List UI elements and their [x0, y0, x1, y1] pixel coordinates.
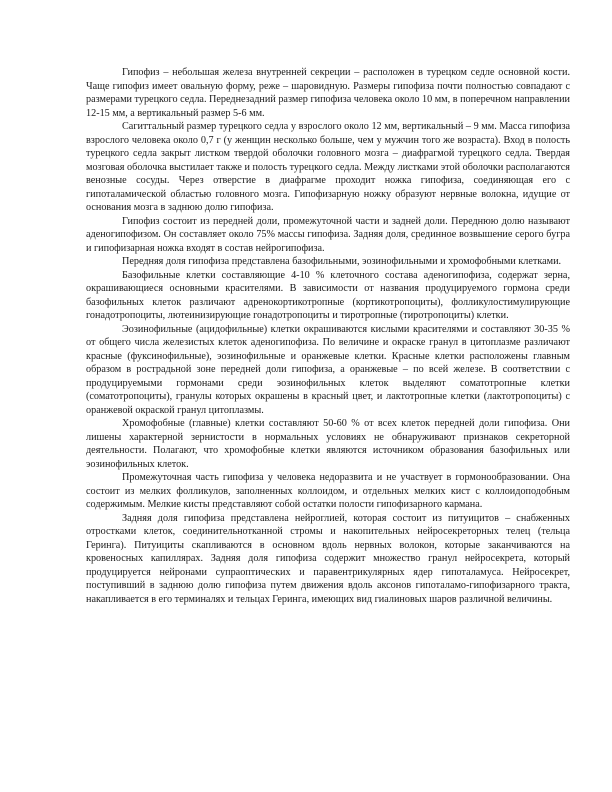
paragraph: Гипофиз состоит из передней доли, промежуточной части и задней доли. Переднюю долю называют аденогипофизом. Он составляет около 75% массы гипофиза. Задняя доля, срединное возвышение серого бугра и гипофизарная ножка входят в состав нейрогипофиза. — [86, 215, 570, 254]
document-page — [86, 66, 570, 606]
paragraph: Базофильные клетки составляющие 4-10 % клеточного состава аденогипофиза, содержат зерна, окрашивающиеся основными красителями. В зависимости от названия продуцируемого гормона среди базофильных клеток различают адренокортикотропные (кортикотропоциты), фолликулостимулирующие гонадотропоциты, лютеинизирующие гонадотропоциты и тиротропные (тиротропоциты) клетки. — [86, 269, 570, 321]
paragraph: Передняя доля гипофиза представлена базофильными, эозинофильными и хромофобными клетками. — [122, 256, 562, 267]
paragraph: Промежуточная часть гипофиза у человека недоразвита и не участвует в гормонообразовании. Она состоит из мелких фолликулов, заполненных коллоидом, и отдельных мелких кист с коллоидоподобным содержимым. Мелкие кисты представляют собой остатки полости гипофизарного кармана. — [86, 472, 570, 510]
paragraph: Сагиттальный размер турецкого седла у взрослого около 12 мм, вертикальный – 9 мм. Масса гипофиза взрослого человека около 0,7 г (у женщин несколько больше, чем у мужчин того же возраста). Вход в полость турецкого седла закрыт листком твердой оболочки головного мозга – диафрагмой турецкого седла. Твердая мозговая оболочка выстилает также и полость турецкого седла. Между листками этой оболочки располагаются венозные сосуды. Через отверстие в диафрагме проходит ножка гипофиза, соединяющая его с гипоталамической областью головного мозга. Гипофизарную ножку образуют нервные волокна, идущие от основания мозга в заднюю долю гипофиза. — [86, 121, 570, 213]
paragraph: Хромофобные (главные) клетки составляют 50-60 % от всех клеток передней доли гипофиза. Они лишены характерной зернистости в нормальных условиях не обнаруживают признаков секреторной деятельности. Полагают, что хромофобные клетки являются источником образования базофильных или эозинофильных клеток. — [86, 418, 570, 470]
paragraph: Эозинофильные (ацидофильные) клетки окрашиваются кислыми красителями и составляют 30-35 % от общего числа железистых клеток аденогипофиза. По величине и окраске гранул в цитоплазме различают красные (фуксинофильные), эозинофильные и оранжевые клетки. Красные клетки расположены главным образом в рострадьной зоне передней доли гипофиза, а оранжевые – по всей железе. В соответствии с продуцируемыми гормонами среди эозинофильных клеток выделяют соматотропные клетки (соматотропоциты), гранулы которых окрашены в красный цвет, и лактотропные клетки (лактотропоциты) с оранжевой окраской гранул цитоплазмы. — [86, 323, 570, 416]
paragraph: Гипофиз – небольшая железа внутренней секреции – расположен в турецком седле основной кости. Чаще гипофиз имеет овальную форму, реже – шаровидную. Размеры гипофиза почти полностью совпадают с размерами турецкого седла. Переднезадний размер гипофиза человека около 10 мм, в поперечном направлении 12-15 мм, а вертикальный размер 5-6 мм. — [86, 67, 570, 119]
paragraph: Задняя доля гипофиза представлена нейроглией, которая состоит из питуицитов – снабженных отростками клеток, соединительнотканной стромы и накопительных нейросекреторных телец (тельца Геринга). Питуициты скапливаются в основном вдоль нервных волокон, которые заканчиваются на кровеносных капиллярах. Задняя доля гипофиза содержит множество гранул нейросекрета, который продуцируется нейронами супраоптических и паравентрикулярных ядер гипоталамуса. Нейросекрет, поступивший в заднюю долю гипофиза путем движения вдоль аксонов гипоталамо-гипофизарного тракта, накапливается в его терминалях и тельцах Геринга, имеющих вид гиалиновых шаров различной величины. — [86, 512, 570, 605]
